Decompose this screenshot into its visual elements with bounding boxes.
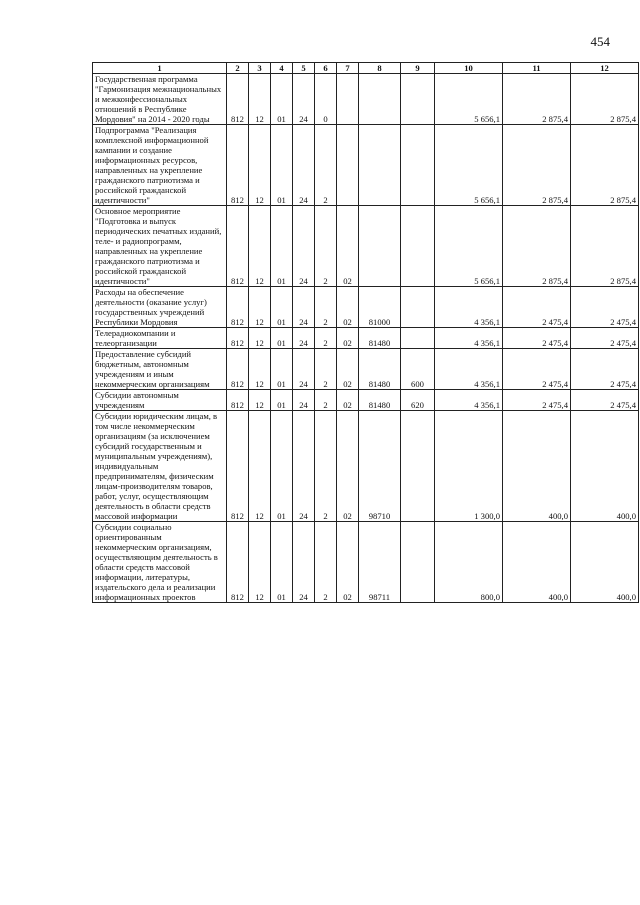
cell-c12: 2 475,4 [571, 328, 639, 349]
cell-c12: 400,0 [571, 522, 639, 603]
cell-c7 [337, 125, 359, 206]
cell-c4: 01 [271, 522, 293, 603]
cell-c3: 12 [249, 287, 271, 328]
cell-c7: 02 [337, 390, 359, 411]
cell-c9 [401, 125, 435, 206]
cell-c12: 2 875,4 [571, 74, 639, 125]
cell-c8: 81480 [359, 390, 401, 411]
cell-c5: 24 [293, 349, 315, 390]
table-row [93, 411, 639, 522]
cell-c11: 400,0 [503, 522, 571, 603]
header-cell: 11 [503, 63, 571, 74]
cell-c10: 5 656,1 [435, 206, 503, 287]
row-name: Основное мероприятие "Подготовка и выпуск периодических печатных изданий, теле- и радиопрограмм, направленных на укрепление гражданского патриотизма и российской гражданской идентичности" [93, 206, 227, 287]
table-row [93, 74, 639, 125]
cell-c10: 4 356,1 [435, 328, 503, 349]
cell-c4: 01 [271, 328, 293, 349]
cell-c2: 812 [227, 206, 249, 287]
cell-c2: 812 [227, 125, 249, 206]
cell-c9: 620 [401, 390, 435, 411]
cell-c8: 81480 [359, 349, 401, 390]
budget-table [92, 62, 639, 603]
cell-c7: 02 [337, 206, 359, 287]
cell-c5: 24 [293, 125, 315, 206]
cell-c6: 2 [315, 328, 337, 349]
header-cell: 6 [315, 63, 337, 74]
cell-c10: 4 356,1 [435, 287, 503, 328]
cell-c11: 2 475,4 [503, 349, 571, 390]
cell-c2: 812 [227, 522, 249, 603]
cell-c12: 2 475,4 [571, 390, 639, 411]
cell-c4: 01 [271, 206, 293, 287]
cell-c5: 24 [293, 328, 315, 349]
cell-c9 [401, 206, 435, 287]
cell-c7 [337, 74, 359, 125]
cell-c3: 12 [249, 390, 271, 411]
cell-c7: 02 [337, 328, 359, 349]
cell-c3: 12 [249, 74, 271, 125]
table-row [93, 206, 639, 287]
cell-c10: 800,0 [435, 522, 503, 603]
cell-c8 [359, 74, 401, 125]
cell-c4: 01 [271, 125, 293, 206]
cell-c11: 2 875,4 [503, 206, 571, 287]
cell-c9 [401, 522, 435, 603]
cell-c2: 812 [227, 74, 249, 125]
cell-c6: 2 [315, 411, 337, 522]
cell-c3: 12 [249, 125, 271, 206]
row-name: Подпрограмма "Реализация комплексной информационной кампании и создание информационных ресурсов, направленных на укрепление гражданского патриотизма и российской гражданской идентичности" [93, 125, 227, 206]
cell-c5: 24 [293, 287, 315, 328]
header-cell: 7 [337, 63, 359, 74]
cell-c11: 2 875,4 [503, 125, 571, 206]
header-cell: 12 [571, 63, 639, 74]
header-cell: 5 [293, 63, 315, 74]
cell-c4: 01 [271, 287, 293, 328]
table-row [93, 287, 639, 328]
cell-c11: 2 875,4 [503, 74, 571, 125]
cell-c4: 01 [271, 74, 293, 125]
header-cell: 4 [271, 63, 293, 74]
cell-c5: 24 [293, 411, 315, 522]
table-row [93, 328, 639, 349]
cell-c10: 5 656,1 [435, 74, 503, 125]
cell-c7: 02 [337, 522, 359, 603]
row-name: Расходы на обеспечение деятельности (оказание услуг) государственных учреждений Республики Мордовия [93, 287, 227, 328]
cell-c12: 2 475,4 [571, 349, 639, 390]
cell-c2: 812 [227, 328, 249, 349]
cell-c2: 812 [227, 349, 249, 390]
cell-c4: 01 [271, 411, 293, 522]
cell-c9 [401, 328, 435, 349]
cell-c6: 2 [315, 206, 337, 287]
cell-c12: 2 475,4 [571, 287, 639, 328]
cell-c6: 2 [315, 522, 337, 603]
table-row [93, 522, 639, 603]
cell-c7: 02 [337, 349, 359, 390]
cell-c5: 24 [293, 390, 315, 411]
cell-c3: 12 [249, 328, 271, 349]
cell-c10: 4 356,1 [435, 349, 503, 390]
table-row [93, 349, 639, 390]
cell-c12: 400,0 [571, 411, 639, 522]
cell-c5: 24 [293, 74, 315, 125]
header-cell: 9 [401, 63, 435, 74]
row-name: Государственная программа "Гармонизация межнациональных и межконфессиональных отношений в Республике Мордовия" на 2014 - 2020 годы [93, 74, 227, 125]
cell-c7: 02 [337, 411, 359, 522]
header-cell: 8 [359, 63, 401, 74]
cell-c7: 02 [337, 287, 359, 328]
cell-c8 [359, 206, 401, 287]
header-cell: 3 [249, 63, 271, 74]
cell-c6: 0 [315, 74, 337, 125]
cell-c12: 2 875,4 [571, 206, 639, 287]
cell-c2: 812 [227, 411, 249, 522]
cell-c3: 12 [249, 411, 271, 522]
cell-c6: 2 [315, 349, 337, 390]
cell-c6: 2 [315, 390, 337, 411]
cell-c11: 2 475,4 [503, 328, 571, 349]
cell-c10: 1 300,0 [435, 411, 503, 522]
cell-c6: 2 [315, 287, 337, 328]
cell-c12: 2 875,4 [571, 125, 639, 206]
header-cell: 1 [93, 63, 227, 74]
row-name: Телерадиокомпании и телеорганизации [93, 328, 227, 349]
cell-c11: 2 475,4 [503, 287, 571, 328]
row-name: Предоставление субсидий бюджетным, автономным учреждениям и иным некоммерческим организациям [93, 349, 227, 390]
cell-c5: 24 [293, 522, 315, 603]
cell-c2: 812 [227, 287, 249, 328]
cell-c3: 12 [249, 522, 271, 603]
page-number: 454 [590, 34, 610, 49]
row-name: Субсидии юридическим лицам, в том числе некоммерческим организациям (за исключением субсидий государственным и муниципальным учреждениям), индивидуальным предпринимателям, физическим лицам-производителям товаров, работ, услуг, осуществляющим деятельность в области средств массовой информации [93, 411, 227, 522]
cell-c3: 12 [249, 206, 271, 287]
cell-c2: 812 [227, 390, 249, 411]
cell-c11: 400,0 [503, 411, 571, 522]
cell-c11: 2 475,4 [503, 390, 571, 411]
cell-c8: 81000 [359, 287, 401, 328]
cell-c4: 01 [271, 390, 293, 411]
row-name: Субсидии социально ориентированным некоммерческим организациям, осуществляющим деятельность в области средств массовой информации, литературы, издательского дела и реализации информационных проектов [93, 522, 227, 603]
cell-c8 [359, 125, 401, 206]
table-row [93, 390, 639, 411]
cell-c9: 600 [401, 349, 435, 390]
cell-c6: 2 [315, 125, 337, 206]
row-name: Субсидии автономным учреждениям [93, 390, 227, 411]
cell-c9 [401, 411, 435, 522]
cell-c8: 98711 [359, 522, 401, 603]
cell-c9 [401, 74, 435, 125]
table-row [93, 125, 639, 206]
cell-c3: 12 [249, 349, 271, 390]
header-cell: 2 [227, 63, 249, 74]
cell-c5: 24 [293, 206, 315, 287]
cell-c9 [401, 287, 435, 328]
table-header-row [93, 63, 639, 74]
cell-c8: 98710 [359, 411, 401, 522]
header-cell: 10 [435, 63, 503, 74]
cell-c10: 5 656,1 [435, 125, 503, 206]
cell-c4: 01 [271, 349, 293, 390]
cell-c8: 81480 [359, 328, 401, 349]
cell-c10: 4 356,1 [435, 390, 503, 411]
